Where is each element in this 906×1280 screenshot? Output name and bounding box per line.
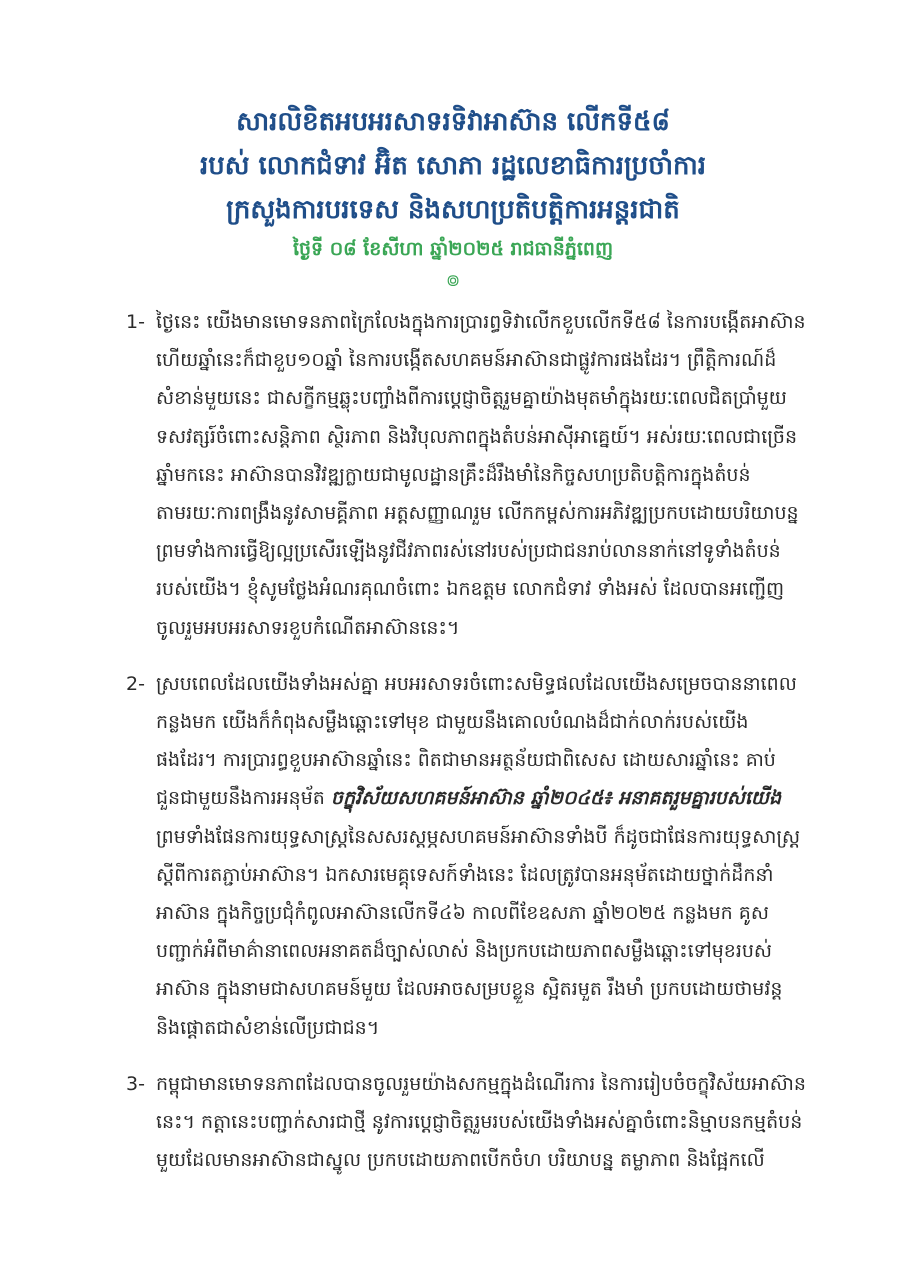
paragraph-text-part: ស្របពេលដែលយើងទាំងអស់គ្នា អបអរសាទរចំពោះសមិទ្ធផលដែលយើងសម្រេចបាននាពេលកន្លងមក យើងក៏កំពុងសម្លឹងឆ្ពោះទៅមុខ ជាមួយនឹងគោលបំណងដ៏ជាក់លាក់របស់យើងផងដែរ។ ការប្រារព្ធខួបអាស៊ានឆ្នាំនេះ ពិតជាមានអត្ថន័យជាពិសេស ដោយសារឆ្នាំនេះ គាប់ជួនជាមួយនឹងការអនុម័ត — [156, 672, 797, 810]
paragraph-text: ថ្ងៃនេះ យើងមានមោទនភាពក្រៃលែងក្នុងការប្រារព្ធទិវាលើកខួបលើកទី៥៨ នៃការបង្កើតអាស៊ាន ហើយឆ្នាំនេះក៏ជាខួប១០ឆ្នាំ នៃការបង្កើតសហគមន៍អាស៊ានជាផ្លូវការផងដែរ។ ព្រឹត្តិការណ៍ដ៏សំខាន់មួយនេះ ជាសក្ខីកម្មឆ្លុះបញ្ចាំងពីការប្តេជ្ញាចិត្តរួមគ្នាយ៉ាងមុតមាំក្នុងរយៈពេលជិតប្រាំមួយទសវត្សរ៍ចំពោះសន្តិភាព ស្ថិរភាព និងវិបុលភាពក្នុងតំបន់អាស៊ីអាគ្នេយ៍។ អស់រយៈពេលជាច្រើនឆ្នាំមកនេះ អាស៊ានបានវិវឌ្ឍក្លាយជាមូលដ្ឋានគ្រឹះដ៏រឹងមាំនៃកិច្ចសហប្រតិបត្តិការក្នុងតំបន់ តាមរយៈការពង្រឹងនូវសាមគ្គីភាព អត្តសញ្ញាណរួម លើកកម្ពស់ការអភិវឌ្ឍប្រកបដោយបរិយាបន្ន ព្រមទាំងការធ្វើឱ្យល្អប្រសើរឡើងនូវជីវភាពរស់នៅរបស់ប្រជាជនរាប់លាននាក់នៅទូទាំងតំបន់របស់យើង។ ខ្ញុំសូមថ្លែងអំណរគុណចំពោះ ឯកឧត្តម លោកជំទាវ ទាំងអស់ ដែលបានអញ្ជើញចូលរួមអបអរសាទរខួបកំណើតអាស៊ាននេះ។ — [156, 311, 806, 639]
paragraph-number: 3- — [126, 1072, 145, 1095]
paragraph-text-part: ព្រមទាំងផែនការយុទ្ធសាស្ត្រនៃសសរស្តម្ភសហគមន៍អាស៊ានទាំងបី ក៏ដូចជាផែនការយុទ្ធសាស្ត្រស្តីពីការតភ្ជាប់អាស៊ាន។ ឯកសារមេគ្គុទេសក៍ទាំងនេះ ដែលត្រូវបានអនុម័តដោយថ្នាក់ដឹកនាំអាស៊ាន ក្នុងកិច្ចប្រជុំកំពូលអាស៊ានលើកទី៤៦ កាលពីខែឧសភា ឆ្នាំ២០២៥ កន្លងមក គូសបញ្ជាក់អំពីមាគ៌ានាពេលអនាគតដ៏ច្បាស់លាស់ និងប្រកបដោយភាពសម្លឹងឆ្ពោះទៅមុខរបស់អាស៊ាន ក្នុងនាមជាសហគមន៍មួយ ដែលអាចសម្របខ្លួន ស្អិតរមួត រឹងមាំ ប្រកបដោយថាមវន្ត និងផ្តោតជាសំខាន់លើប្រជាជន។ — [156, 825, 801, 1039]
title-line-1: សារលិខិតអបអរសាទរទិវាអាស៊ាន លើកទី៥៨ — [236, 107, 670, 137]
paragraph-number: 2- — [126, 672, 145, 695]
paragraph-3 — [126, 1065, 806, 1180]
document-header — [0, 100, 906, 296]
vision-title-emphasis: ចក្ខុវិស័យសហគមន៍អាស៊ាន ឆ្នាំ២០៤៥៖ អនាគតរួមគ្នារបស់យើង — [330, 787, 782, 810]
paragraph-text — [156, 665, 806, 1047]
title-line-2 — [0, 144, 906, 188]
paragraph-1 — [126, 303, 806, 647]
date-location-line: ថ្ងៃទី ០៨ ខែសីហា ឆ្នាំ២០២៥ រាជធានីភ្នំពេញ — [292, 238, 614, 260]
paragraph-2 — [126, 665, 806, 1047]
paragraph-number: 1- — [126, 311, 145, 333]
ornament-divider-icon: ៙ — [445, 271, 461, 291]
speaker-name: លោកជំទាវ អ៊ិត សោភា — [258, 151, 483, 181]
speaker-position: រដ្ឋលេខាធិការប្រចាំការ — [482, 151, 707, 181]
title-line-3: ក្រសួងការបរទេស និងសហប្រតិបត្តិការអន្តរជាតិ — [226, 195, 680, 225]
document-body — [126, 303, 806, 1197]
title-line-2-prefix: របស់ — [199, 151, 259, 181]
paragraph-text: កម្ពុជាមានមោទនភាពដែលបានចូលរួមយ៉ាងសកម្មក្នុងដំណើរការ នៃការរៀបចំចក្ខុវិស័យអាស៊ាននេះ។ កត្តានេះបញ្ជាក់សារជាថ្មី នូវការប្តេជ្ញាចិត្តរួមរបស់យើងទាំងអស់គ្នាចំពោះនិម្មាបនកម្មតំបន់មួយដែលមានអាស៊ានជាស្នូល ប្រកបដោយភាពបើកចំហ បរិយាបន្ន តម្លាភាព និងផ្អែកលើ — [156, 1072, 806, 1172]
